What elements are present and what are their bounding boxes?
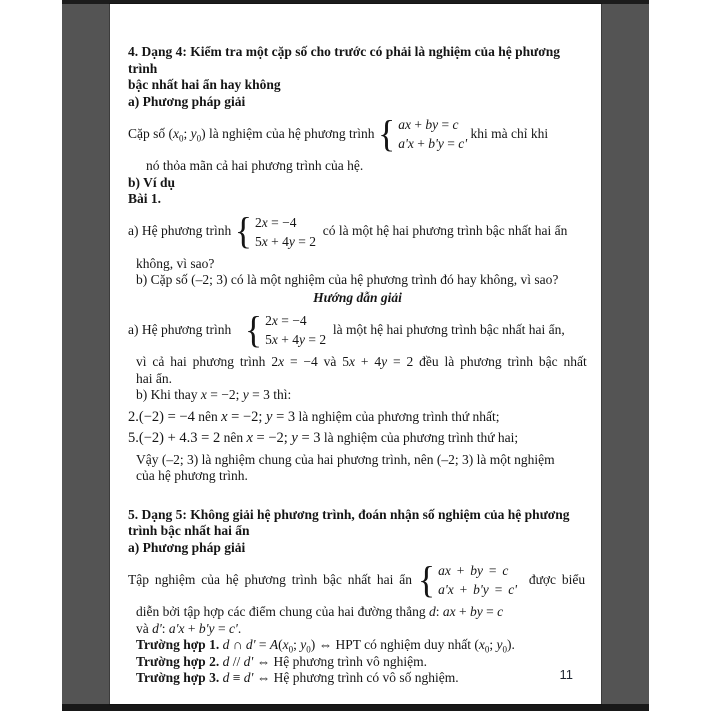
equation-row: 5x + 4y = 2 — [254, 233, 316, 249]
text-run: đều là phương trình bậc nhất — [413, 354, 587, 369]
text-run: bậc nhất hai ẩn hay không — [128, 77, 281, 92]
equation-system — [234, 210, 316, 253]
text-run: là một hệ hai phương trình bậc nhất hai ẩn, — [326, 321, 565, 337]
equation-row: ax + by = c — [438, 563, 509, 578]
brace-glyph: { — [417, 558, 436, 601]
solution-b-conclusion — [136, 452, 587, 485]
text-run: a) Phương pháp giải — [128, 539, 246, 555]
text-run: thì: — [269, 387, 292, 402]
math-text: d': a'x + b'y = c' — [152, 620, 238, 636]
question-a-cont — [136, 256, 587, 273]
solution-b-eq2 — [128, 430, 587, 447]
page-content — [110, 4, 601, 704]
text-run: . — [511, 637, 515, 652]
text-run: có là một hệ hai phương trình bậc nhất hai ẩn — [315, 223, 568, 239]
text-run: a) Hệ phương trình — [128, 321, 245, 337]
solution-b-eq1 — [128, 409, 587, 426]
text-run: hai ẩn. — [136, 370, 172, 386]
math-text: x = −2; y = 3 — [221, 408, 296, 425]
text-run: Hướng dẫn giải — [313, 289, 402, 305]
math-text: 2.(−2) = −4 — [128, 408, 195, 425]
brace-glyph: { — [377, 112, 396, 155]
text-run: a) Phương pháp giải — [128, 93, 246, 109]
page-number: 11 — [559, 667, 573, 682]
math-text: ($x_0$; $y_0$) — [168, 125, 206, 144]
text-run: b) Ví dụ — [128, 174, 176, 190]
equation-system — [377, 112, 468, 155]
text-run: và — [317, 354, 343, 369]
paragraph-no-thoa-man — [146, 158, 587, 175]
question-b — [136, 272, 587, 289]
text-run: là nghiệm của hệ phương trình — [205, 125, 378, 141]
truong-hop-3 — [136, 670, 587, 687]
text-run: Tập nghiệm của hệ phương trình bậc nhất hai ẩn — [128, 571, 418, 587]
text-run: a) Hệ phương trình — [128, 223, 235, 239]
section-gap — [128, 485, 587, 507]
text-run: ⇔ Hệ phương trình có vô số nghiệm. — [253, 670, 459, 685]
text-run: Bài 1. — [128, 191, 162, 206]
solution-a-cont-1 — [136, 354, 587, 371]
text-run: Trường hợp 3. — [136, 670, 223, 685]
paragraph-dien-boi — [136, 604, 587, 621]
truong-hop-1 — [136, 637, 587, 654]
math-text: d ≡ d' — [222, 670, 254, 685]
brace-glyph: { — [244, 308, 263, 351]
brace-glyph: { — [234, 210, 252, 253]
truong-hop-2 — [136, 654, 587, 671]
text-run: của hệ phương trình. — [136, 468, 248, 483]
text-run: diễn bởi tập hợp các điểm chung của hai đường thẳng — [136, 604, 430, 619]
text-run: . — [237, 620, 242, 636]
page-sheet — [110, 4, 601, 704]
math-text: x = −2; y = 3 — [246, 430, 321, 446]
text-run: nên — [194, 408, 222, 424]
math-text: 2x = −4 — [271, 354, 318, 369]
text-run: 5. Dạng 5: Không giải hệ phương trình, đoán nhận số nghiệm của hệ phương — [128, 506, 570, 522]
math-text: ($x_0$; $y_0$) — [474, 637, 512, 655]
math-text: d ∩ $d' = A(x_0$; $y_0$) — [222, 637, 316, 655]
heading-dang5 — [128, 507, 587, 540]
equation-row: ax + by = c — [398, 117, 459, 132]
math-text: 5.(−2) + 4.3 = 2 — [128, 430, 221, 446]
text-run: ⇔ Hệ phương trình vô nghiệm. — [253, 653, 428, 669]
text-run: Cặp số — [128, 125, 169, 141]
text-run: là nghiệm của phương trình thứ hai; — [320, 430, 519, 445]
paragraph-va-d-prime — [136, 621, 587, 638]
equation-row: 2x = −4 — [254, 214, 297, 230]
text-run: nó thỏa mãn cả hai phương trình của hệ. — [146, 158, 364, 173]
text-run: b) Khi thay — [136, 387, 201, 402]
heading-phuong-phap-giai-2 — [128, 540, 587, 557]
heading-dang4 — [128, 44, 587, 94]
solution-b-intro — [136, 387, 587, 404]
heading-bai-1 — [128, 191, 587, 208]
text-run: được biểu — [517, 571, 586, 587]
text-run: và — [136, 620, 153, 636]
solution-a — [128, 307, 587, 353]
text-run: không, vì sao? — [136, 255, 215, 271]
math-text: 5x + 4y = 2 — [342, 354, 414, 369]
text-run: trình bậc nhất hai ẩn — [128, 523, 250, 538]
text-run: Trường hợp 1. — [136, 637, 223, 652]
paragraph-cap-so — [128, 111, 587, 157]
equation-row: a'x + b'y = c' — [438, 582, 518, 597]
heading-huong-dan-giai — [128, 290, 587, 307]
text-run: Vậy (–2; 3) là nghiệm chung của hai phương trình, nên (–2; 3) là một nghiệm — [136, 451, 555, 467]
text-run: là nghiệm của phương trình thứ nhất; — [295, 408, 500, 424]
math-text: d: ax + by = c — [429, 604, 504, 619]
equation-system — [417, 558, 518, 601]
equation-row: a'x + b'y = c' — [398, 136, 468, 151]
text-run: 4. Dạng 4: Kiểm tra một cặp số cho trước có phải là nghiệm của hệ phương trình — [128, 44, 564, 76]
question-a — [128, 209, 587, 255]
photo-frame — [62, 0, 649, 711]
math-text: x = −2; y = 3 — [200, 387, 270, 402]
text-run: ⇔ HPT có nghiệm duy nhất — [315, 637, 475, 652]
paragraph-tap-nghiem — [128, 557, 587, 603]
heading-vi-du — [128, 175, 587, 192]
frame-bottom-bar — [62, 704, 649, 711]
text-run: b) Cặp số (–2; 3) có là một nghiệm của hệ phương trình đó hay không, vì sao? — [136, 272, 559, 287]
heading-phuong-phap-giai-1 — [128, 94, 587, 111]
equation-row: 2x = −4 — [265, 313, 307, 328]
equation-row: 5x + 4y = 2 — [265, 332, 327, 347]
solution-a-cont-2 — [136, 371, 587, 388]
equation-system — [244, 308, 327, 351]
text-run: vì cả hai phương trình — [136, 354, 272, 369]
math-text: d // d' — [222, 653, 254, 669]
text-run: nên — [220, 430, 247, 445]
text-run: khi mà chỉ khi — [467, 125, 549, 141]
text-run: Trường hợp 2. — [136, 653, 223, 669]
